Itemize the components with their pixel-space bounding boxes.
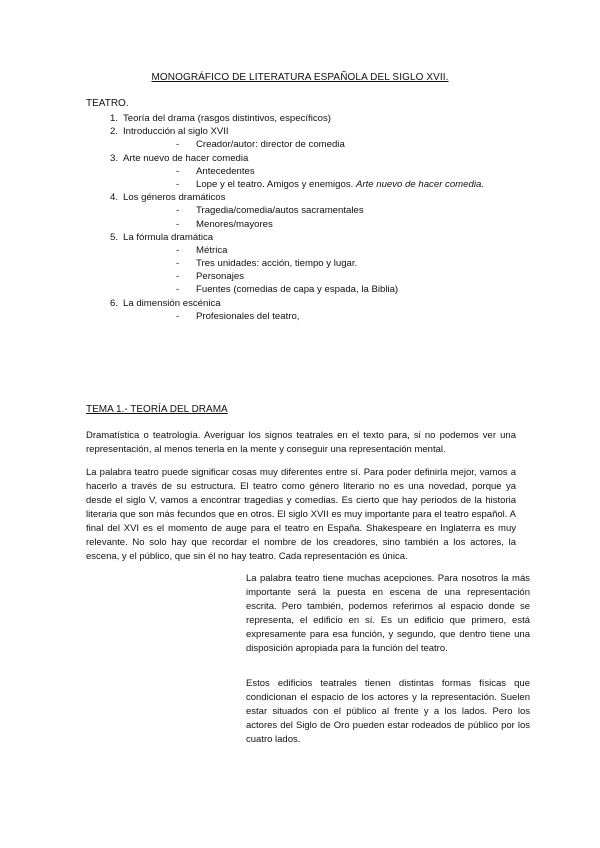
outline-subitem-plain: Fuentes (comedias de capa y espada, la Biblia) (196, 284, 399, 296)
outline-item-text: Los géneros dramáticos (123, 192, 226, 204)
outline-subitem-dash: - (176, 258, 180, 270)
outline-item (86, 152, 526, 165)
paragraph-edificios: Estos edificios teatrales tienen distintas formas físicas que condicionan el espacio de los actores y la representación. Suelen estar situados con el público al frente y a los lados. Pero los actores del Siglo de Oro pueden estar rodeados de público por los cuatro lados. (246, 678, 530, 745)
outline-subitem (86, 218, 526, 231)
outline-subitem-italic: Arte nuevo de hacer comedia. (355, 178, 484, 190)
outline-subitem (86, 165, 526, 178)
outline-subitem-dash: - (176, 218, 180, 230)
outline-item-number: 1. (109, 113, 118, 124)
outline-item-number: 6. (109, 297, 118, 309)
outline-item-text: Teoría del drama (rasgos distintivos, específicos) (123, 113, 331, 124)
outline-item-text: La dimensión escénica (123, 297, 221, 309)
outline-subitem-text (196, 310, 299, 323)
outline-subitem-plain: Personajes (196, 271, 244, 283)
outline-subitem-plain: Creador/autor: director de comedia (196, 139, 345, 151)
paragraph-intro: Dramatística o teatrología. Averiguar los signos teatrales en el texto para, si no podemos ver una representación, al menos tenerla en la mente y conseguir una representación mental. (86, 430, 516, 455)
outline-subitem-dash: - (176, 284, 180, 296)
outline-subitem (86, 310, 526, 323)
outline-subitem-plain: Tres unidades: acción, tiempo y lugar. (196, 258, 358, 270)
outline-subitem-text (196, 283, 398, 296)
outline-subitem-plain: Métrica (196, 244, 228, 256)
outline-subitem-text (196, 244, 227, 257)
outline-item-text: Introducción al siglo XVII (123, 126, 229, 138)
paragraph-acepciones: La palabra teatro tiene muchas acepciones. Para nosotros la más importante será la puesta en escena de una representación escrita. Pero también, podemos referirnos al espacio donde se representa, el edificio en sí. Es un edificio que primero, está expresamente para esa función, y segundo, que dentro tiene una disposición apropiada para la función del teatro. (246, 573, 530, 654)
outline-subitem-plain: Lope y el teatro. Amigos y enemigos. (196, 178, 356, 190)
outline-item-number: 4. (109, 192, 118, 204)
outline-item-text: Arte nuevo de hacer comedia (123, 152, 249, 164)
outline-subitem-plain: Antecedentes (196, 165, 255, 177)
outline-subitem-text (196, 165, 255, 178)
outline-list (86, 112, 526, 323)
outline-subitem-text (196, 257, 357, 270)
outline-subitem-text (196, 138, 345, 151)
outline-item (86, 125, 526, 138)
outline-subitem-text (196, 178, 484, 191)
paragraph-teatro: La palabra teatro puede significar cosas muy diferentes entre sí. Para poder definirla mejor, vamos a hacerlo a través de su estructura. El teatro como género literario no es una novedad, porque ya desde el siglo V, vamos a encontrar tragedias y comedias. Es cierto que hay periodos de la historia literaria que son más fecundos que en otros. El siglo XVII es muy importante para el teatro español. A final del XVI es el momento de auge para el teatro en España. Shakespeare en Inglaterra es muy relevante. No solo hay que recordar el nombre de los creadores, sino también a los actores, la escena, y el público, que sin él no hay teatro. Cada representación es única. (86, 467, 516, 562)
outline-subitem (86, 178, 526, 191)
outline-subitem-dash: - (176, 271, 180, 283)
outline-item-number: 2. (109, 126, 118, 138)
outline-subitem-dash: - (176, 139, 180, 151)
outline-item (86, 112, 526, 125)
outline-subitem-text (196, 204, 364, 217)
outline-subitem-plain: Profesionales del teatro, (196, 310, 300, 322)
outline-item (86, 297, 526, 310)
outline-subitem-text (196, 218, 273, 231)
outline-subitem (86, 244, 526, 257)
outline-item (86, 231, 526, 244)
outline-subitem (86, 257, 526, 270)
outline-subitem-plain: Tragedia/comedia/autos sacramentales (196, 205, 364, 217)
outline-subitem (86, 204, 526, 217)
outline-subitem-dash: - (176, 165, 180, 177)
document-title: MONOGRÁFICO DE LITERATURA ESPAÑOLA DEL SIGLO XVII. (151, 72, 449, 83)
outline-subitem (86, 283, 526, 296)
outline-subitem-plain: Menores/mayores (196, 218, 273, 230)
tema-heading: TEMA 1.- TEORÍA DEL DRAMA (86, 404, 228, 415)
outline-item-number: 5. (109, 231, 118, 243)
outline-item-text: La fórmula dramática (123, 231, 214, 243)
outline-subitem (86, 270, 526, 283)
section-label: TEATRO. (86, 98, 129, 109)
outline-subitem-dash: - (176, 205, 180, 217)
outline-subitem-dash: - (176, 244, 180, 256)
outline-subitem-text (196, 270, 244, 283)
outline-subitem-dash: - (176, 310, 180, 322)
outline-subitem-dash: - (176, 178, 180, 190)
outline-subitem (86, 138, 526, 151)
outline-item-number: 3. (109, 152, 118, 164)
outline-item (86, 191, 526, 204)
